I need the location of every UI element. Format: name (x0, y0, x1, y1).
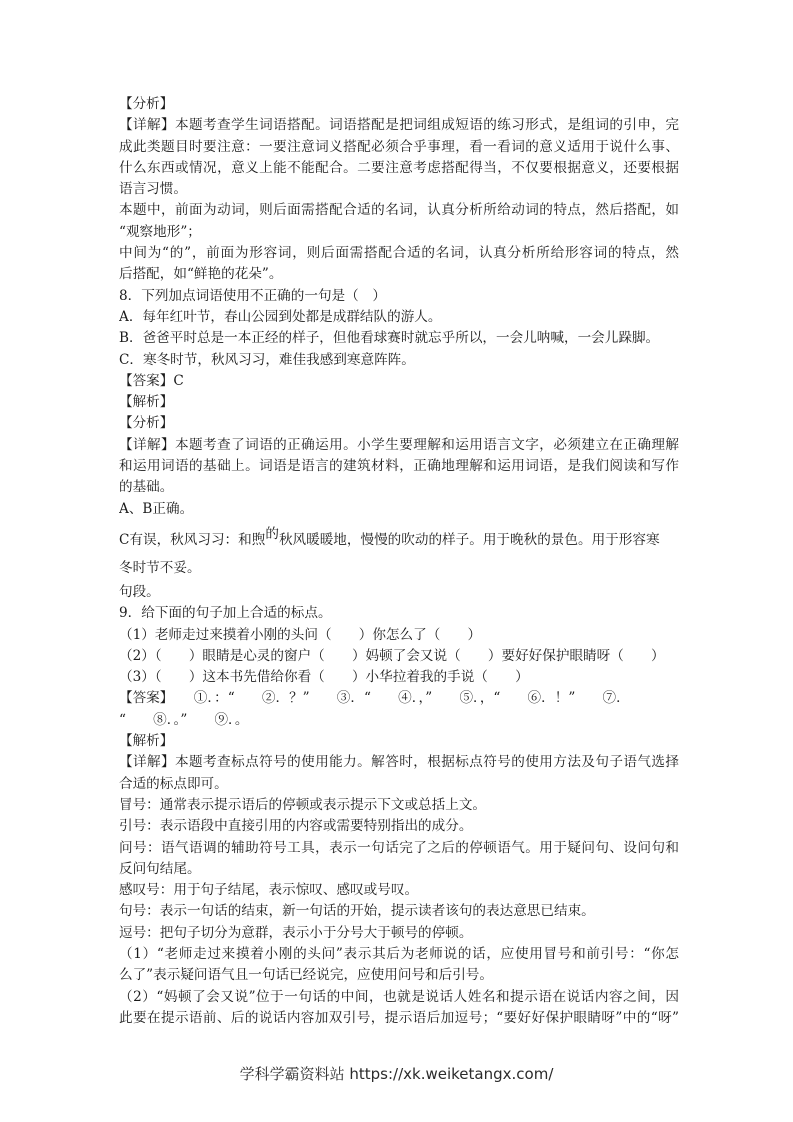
answer-line: “ ⑧．。” ⑨．。 (119, 711, 249, 728)
answer-label: 【答案】C (119, 372, 184, 389)
section-heading-solution: 【解析】 (119, 394, 174, 411)
sentence-2: （2）（ ）眼睛是心灵的窗户（ ）妈顿了会又说（ ）要好好保护眼睛呀（ ） (119, 647, 665, 664)
punctuation-exclamation: 感叹号：用于句子结尾，表示惊叹、感叹或号叹。 (119, 882, 419, 899)
question-8: 8．下列加点词语使用不正确的一句是（ ） (119, 287, 386, 304)
punctuation-comma: 逗号：把句子切分为意群，表示小于分号大于顿号的停顿。 (119, 924, 473, 941)
explanation-line: 后搭配，如“鲜艳的花朵”。 (119, 266, 283, 283)
punctuation-question: 反问句结尾。 (119, 860, 201, 877)
question-9: 9．给下面的句子加上合适的标点。 (119, 605, 332, 622)
explanation-line: 什么东西或情况，意义上能不能配合。二要注意考虑搭配得当，不仅要根据意义，还要根据 (119, 159, 679, 176)
punctuation-colon: 冒号：通常表示提示语后的停顿或表示提示下文或总括上文。 (119, 796, 487, 813)
explanation-line: A、B正确。 (119, 500, 194, 517)
option-a: A．每年红叶节，春山公园到处都是成群结队的游人。 (119, 308, 442, 325)
section-heading-solution: 【解析】 (119, 733, 174, 750)
c-line-after: 秋风暖暖地，慢慢的吹动的样子。用于晚秋的景色。用于形容寒 (278, 531, 660, 548)
explanation-line: 中间为“的”，前面为形容词，则后面需搭配合适的名词，认真分析所给形容词的特点，然 (119, 245, 679, 262)
explanation-line: 冬时节不妥。 (119, 559, 201, 576)
explanation-line-c (119, 526, 679, 554)
sentence-1: （1）老师走过来摸着小刚的头问（ ）你怎么了（ ） (119, 626, 482, 643)
option-b: B．爸爸平时总是一本正经的样子，但他看球赛时就忘乎所以，一会儿呐喊，一会儿跺脚。 (119, 330, 660, 347)
explanation-line: 的基础。 (119, 479, 174, 496)
explanation-line: 【详解】本题考查了词语的正确运用。小学生要理解和运用语言文字，必须建立在正确理解 (119, 436, 679, 453)
explanation-line: 【详解】本题考查标点符号的使用能力。解答时，根据标点符号的使用方法及句子语气选择 (119, 754, 679, 771)
explanation-line: 本题中，前面为动词，则后面需搭配合适的名词，认真分析所给动词的特点，然后搭配，如 (119, 202, 679, 219)
sentence-3: （3）（ ）这本书先借给你看（ ）小华拉着我的手说（ ） (119, 669, 529, 686)
punctuation-question: 问号：语气语调的辅助符号工具，表示一句话完了之后的停顿语气。用于疑问句、设问句和 (119, 839, 679, 856)
punctuation-quotes: 引号：表示语段中直接引用的内容或需要特别指出的成分。 (119, 818, 473, 835)
option-c: C．寒冬时节，秋风习习，难佳我感到寒意阵阵。 (119, 351, 415, 368)
punctuation-period: 句号：表示一句话的结束，新一句话的开始，提示读者该句的表达意思已结束。 (119, 903, 595, 920)
explanation-line: 【详解】本题考查学生词语搭配。词语搭配是把词组成短语的练习形式，是组词的引申，完 (119, 117, 679, 134)
explanation-line: “观察地形”； (119, 223, 201, 240)
explanation-line: 语言习惯。 (119, 181, 187, 198)
c-line-before: C有误，秋风习习：和煦 (119, 531, 266, 548)
document-body (119, 94, 679, 1029)
explanation-line: 句段。 (119, 583, 160, 600)
section-heading-analysis: 【分析】 (119, 96, 174, 112)
explanation-line: （1）“老师走过来摸着小刚的头问”表示其后为老师说的话，应使用冒号和前引号：“你怎 (119, 945, 679, 962)
explanation-line: 么了”表示疑问语气且一句话已经说完，应使用问号和后引号。 (119, 967, 493, 984)
explanation-line: 成此类题目时要注意：一要注意词义搭配必须合乎事理，看一看词的意义适用于说什么事、 (119, 138, 679, 155)
explanation-line: （2）“妈顿了会又说”位于一句话的中间，也就是说话人姓名和提示语在说话内容之间，因 (119, 988, 679, 1005)
explanation-line: 合适的标点即可。 (119, 775, 228, 792)
explanation-line: 此要在提示语前、后的说话内容加双引号，提示语后加逗号；“要好好保护眼睛呀”中的“呀” (119, 1009, 679, 1026)
page-footer: 学科学霸资料站 https://xk.weiketangx.com/ (239, 1065, 554, 1083)
answer-line: 【答案】 ①．：“ ②．？” ③．“ ④．，” ⑤．，“ ⑥．！” ⑦． (119, 690, 630, 707)
explanation-line: 和运用词语的基础上。词语是语言的建筑材料，正确地理解和运用词语，是我们阅读和写作 (119, 458, 679, 475)
section-heading-analysis: 【分析】 (119, 415, 174, 432)
c-line-raised: 的 (265, 525, 279, 542)
